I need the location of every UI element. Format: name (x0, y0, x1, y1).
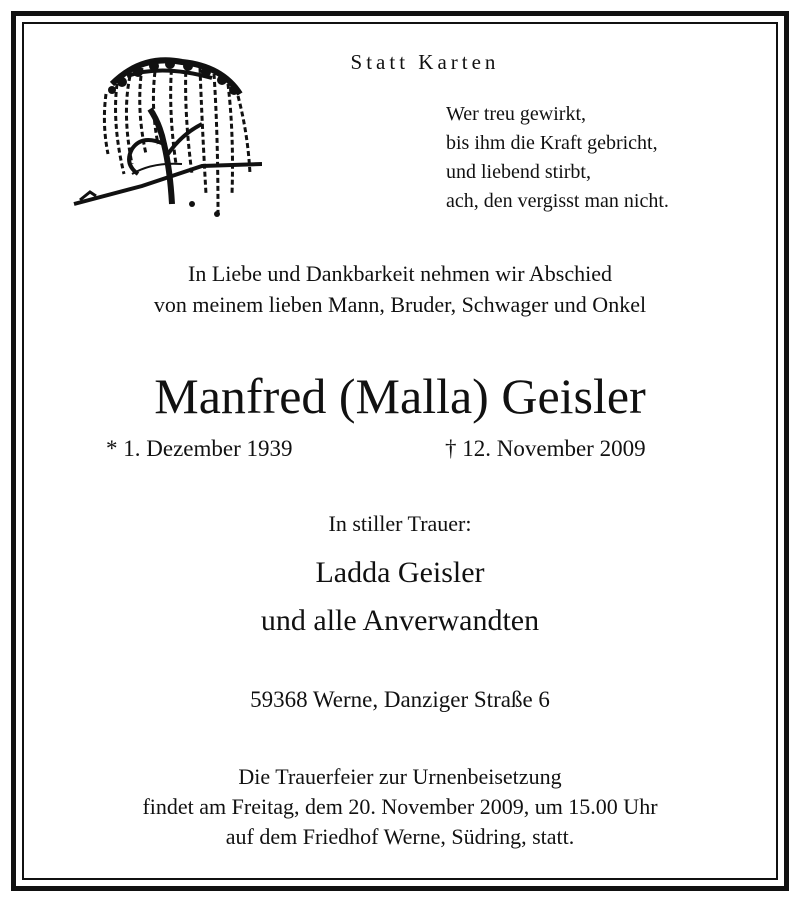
poem-line: Wer treu gewirkt, (446, 103, 586, 125)
weeping-willow-icon (72, 54, 262, 222)
poem-line: und liebend stirbt, (446, 161, 591, 183)
poem-line: bis ihm die Kraft gebricht, (446, 132, 658, 154)
intro-line-1: In Liebe und Dankbarkeit nehmen wir Abschied (188, 261, 612, 286)
intro-line-2: von meinem lieben Mann, Bruder, Schwager und Onkel (153, 292, 647, 317)
funeral-line-2: findet am Freitag, dem 20. November 2009, um 15.00 Uhr (142, 794, 658, 819)
statt-karten-heading: Statt Karten (350, 50, 500, 74)
mourners-heading: In stiller Trauer: (328, 511, 472, 536)
death-date: † 12. November 2009 (445, 436, 646, 461)
mourner-relatives: und alle Anverwandten (260, 604, 540, 637)
funeral-line-3: auf dem Friedhof Werne, Südring, statt. (225, 824, 575, 849)
poem (446, 100, 669, 216)
address: 59368 Werne, Danziger Straße 6 (250, 687, 550, 712)
funeral-line-1: Die Trauerfeier zur Urnenbeisetzung (238, 764, 562, 789)
mourner-name: Ladda Geisler (315, 556, 485, 589)
intro-text (0, 258, 800, 320)
funeral-info (0, 762, 800, 852)
poem-line: ach, den vergisst man nicht. (446, 190, 669, 212)
deceased-name: Manfred (Malla) Geisler (154, 368, 646, 424)
birth-date: * 1. Dezember 1939 (106, 436, 293, 461)
